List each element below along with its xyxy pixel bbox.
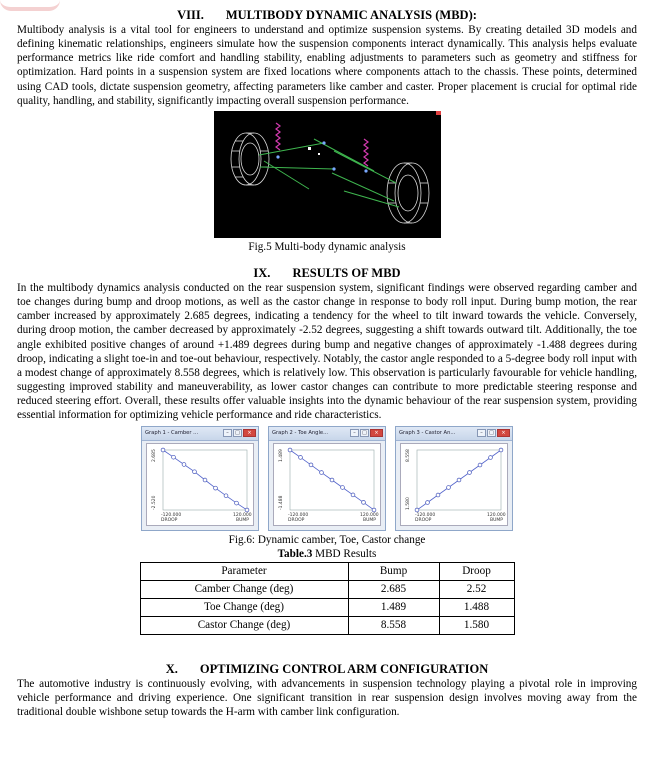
table-row [140,598,514,616]
table-header-cell: Droop [439,562,514,580]
data-point [489,455,493,459]
x-axis-label-droop: DROOP [288,517,305,523]
data-point [457,478,461,482]
data-point [415,508,419,512]
paper-page [17,8,637,719]
table-cell: Camber Change (deg) [140,580,348,598]
table-row [140,580,514,598]
table-cell: Castor Change (deg) [140,616,348,634]
figure-6-graphs [17,426,637,531]
x-tick-label-left: -120.000 [161,512,182,518]
table-row [140,616,514,634]
table-cell: Toe Change (deg) [140,598,348,616]
data-point [499,448,503,452]
section-9-title: RESULTS OF MBD [292,265,401,280]
close-icon[interactable]: × [370,429,383,437]
y-tick-label-bottom: -2.520 [152,494,157,510]
y-tick-label-top: 2.685 [152,448,157,462]
mbd-results-table [140,562,515,635]
table-cell: 8.558 [348,616,439,634]
data-point [203,478,207,482]
graph-title: Graph 2 - Toe Angle... [272,429,329,436]
section-10-heading [17,662,637,677]
section-8-title: MULTIBODY DYNAMIC ANALYSIS (MBD): [225,8,477,22]
x-tick-label-right: 120.000 [233,512,252,518]
x-axis-label-droop: DROOP [415,517,432,523]
x-tick-label-left: -120.000 [415,512,436,518]
data-point [351,493,355,497]
table-cell: 2.685 [348,580,439,598]
data-point [224,493,228,497]
graph-window [141,426,259,531]
x-axis-label-bump: BUMP [490,517,503,523]
section-10-number: X. [165,661,178,676]
section-8-paragraph: Multibody analysis is a vital tool for engineers to understand and optimize suspension systems. By creating detailed 3D models and defining kinematic relationships, engineers simulate how the suspension components interact dynamically. This analysis helps evaluate performance metrics like ride comfort and handling stability, enabling adjustments to parameters such as geometry and stiffness for optimization. Hard points in a suspension system are fixed locations where components attach to the chassis. These points, determined using CAD tools, dictate suspension geometry, affecting parameters like camber and caster. Proper placement is crucial for optimal ride quality, handling, and stability, significantly impacting overall suspension performance. [17,24,637,107]
data-point [468,470,472,474]
x-tick-label-left: -120.000 [288,512,309,518]
figure-5-caption: Fig.5 Multi-body dynamic analysis [248,240,406,253]
table-header-cell: Bump [348,562,439,580]
data-point [193,469,197,473]
y-tick-label-top: 8.558 [406,448,411,462]
data-point [436,493,440,497]
x-tick-label-right: 120.000 [360,512,379,518]
x-tick-label-right: 120.000 [487,512,506,518]
data-point [309,462,313,466]
minimize-icon[interactable]: – [477,429,486,437]
table-cell: 2.52 [439,580,514,598]
data-point [214,486,218,490]
data-point [245,508,249,512]
graph-plot-area [400,443,508,526]
data-point [372,508,376,512]
data-point [182,462,186,466]
section-8-number: VIII. [177,8,204,22]
table-header-cell: Parameter [140,562,348,580]
data-point [299,455,303,459]
data-point [447,485,451,489]
section-9-paragraph: In the multibody dynamics analysis conducted on the rear suspension system, significant findings were observed regarding camber and toe changes during bump and droop motions, as well as the castor change in response to body roll input. During bump motion, the rear camber increased by approximately 2.685 degrees, indicating a tendency for the wheel to tilt inward towards the vehicle. Conversely, during droop motion, the camber decreased by approximately -2.52 degrees, suggesting a shift towards outward tilt. Additionally, the toe angle exhibited positive changes of around +1.489 degrees during bump and negative changes of approximately -1.488 degrees during droop, indicating a slight toe-in and toe-out behaviour, respectively. Notably, the castor angle responded to a 5-degree body roll input with a modest change of approximately 8.558 degrees, which is relatively low. This observation is particularly favourable for vehicle handling, suggesting improved stability and maneuverability, as lower castor changes can contribute to more predictable steering response and reduced steering effort. Overall, these results offer valuable insights into the dynamic behaviour of the rear suspension system, providing essential information for optimizing vehicle performance and ride characteristics. [17,281,637,422]
x-axis-label-bump: BUMP [363,517,376,523]
x-axis-label-droop: DROOP [161,517,178,523]
maximize-icon[interactable]: □ [487,429,496,437]
table-3-title: MBD Results [312,547,377,560]
y-tick-label-bottom: -1.488 [279,494,284,510]
graph-plot-area [146,443,254,526]
maximize-icon[interactable]: □ [233,429,242,437]
data-point [235,501,239,505]
close-icon[interactable]: × [243,429,256,437]
graph-titlebar [396,427,512,441]
graph-title: Graph 3 - Castor An... [399,429,456,436]
data-point [172,455,176,459]
figure-5-multibody-image [214,111,441,238]
data-point [341,485,345,489]
table-3-label: Table.3 [277,547,313,560]
data-point [161,448,165,452]
graph-window [268,426,386,531]
section-10-title: OPTIMIZING CONTROL ARM CONFIGURATION [199,661,489,676]
graph-window [395,426,513,531]
minimize-icon[interactable]: – [350,429,359,437]
table-header-row [140,562,514,580]
maximize-icon[interactable]: □ [360,429,369,437]
section-9-heading [17,266,637,281]
y-tick-label-bottom: 1.580 [406,496,411,510]
graph-titlebar [142,427,258,441]
section-8-heading [17,8,637,23]
data-point [478,463,482,467]
data-point [362,500,366,504]
minimize-icon[interactable]: – [223,429,232,437]
y-tick-label-top: 1.489 [279,448,284,462]
data-point [320,470,324,474]
data-point [426,500,430,504]
data-point [288,448,292,452]
close-icon[interactable]: × [497,429,510,437]
table-3-caption [17,547,637,561]
table-cell: 1.488 [439,598,514,616]
data-point [330,478,334,482]
section-10-paragraph: The automotive industry is continuously evolving, with advancements in suspension technology playing a pivotal role in improving vehicle performance and driving experience. One significant transition in rear suspension design involves moving away from the traditional double wishbone setup towards the H-arm with camber link configuration. [17,677,637,718]
graph-title: Graph 1 - Camber ... [145,429,199,436]
x-axis-label-bump: BUMP [236,517,249,523]
graph-plot-area [273,443,381,526]
table-cell: 1.489 [348,598,439,616]
figure-6-caption: Fig.6: Dynamic camber, Toe, Castor change [228,533,426,546]
table-cell: 1.580 [439,616,514,634]
section-9-number: IX. [253,265,271,280]
graph-titlebar [269,427,385,441]
